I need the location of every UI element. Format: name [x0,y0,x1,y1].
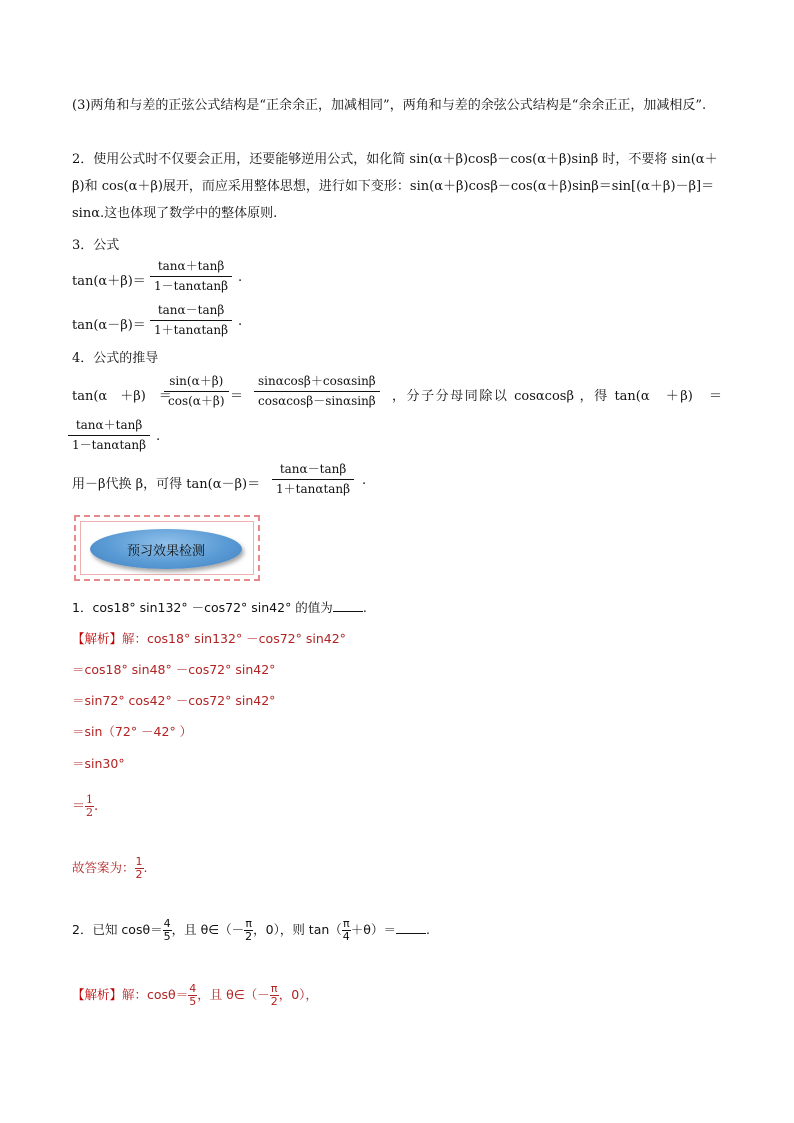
formula-period: . [238,314,243,329]
period: . [94,799,99,814]
fraction-numerator: tanα＋tanβ [75,418,143,432]
equals-sign: ＝ [72,799,86,814]
answer-1 [72,856,148,881]
solution-2-text: 解：cosθ＝ [122,987,189,1002]
banner-label: 预习效果检测 [126,543,205,559]
answer-fraction [135,856,144,881]
question-2-text: ＋θ）＝ [350,922,396,937]
solution-1-result [72,794,98,819]
formula-tan-sum-fraction [150,258,232,295]
fraction-denominator: 1＋tanαtanβ [276,482,351,496]
fraction-numerator: 4 [163,917,171,930]
pi-over-two-fraction [244,918,253,943]
fraction-denominator: 5 [163,930,171,943]
four-fifths-fraction [163,918,172,943]
question-2-period: . [425,922,430,937]
pi-over-two-fraction [270,983,279,1008]
solution-1-line-4: ＝sin（72° －42° ） [72,724,193,739]
formula-period: . [362,473,367,488]
fraction-denominator: 4 [342,930,350,943]
question-1 [72,598,367,616]
derivation-expanded-fraction [254,373,380,410]
heading-derivation: 4．公式的推导 [72,351,159,366]
question-2 [72,918,430,943]
equals-sign: ＝ [230,389,244,404]
fraction-numerator: 1 [86,793,94,806]
fraction-denominator: 5 [189,995,197,1008]
four-fifths-fraction [188,983,197,1008]
banner-self-test [90,529,242,569]
derivation-lhs: tan(α ＋β) ＝ [72,389,172,404]
paragraph-reverse-use: 2．使用公式时不仅要会正用，还要能够逆用公式，如化简 sin(α＋β)cosβ－cos(α＋β)sinβ 时，不要将 sin(α＋β)和 cos(α＋β)展开，而应采用整体思想，进行如下变形：sin(α＋β)cosβ－cos(α＋β)sinβ＝sin[(α＋β)－β]＝sinα.这也体现了数学中的整体原则. [72,152,718,221]
solution-2-text: ，0）， [278,987,318,1002]
derivation-result-fraction [68,417,150,454]
fraction-denominator: cos(α＋β) [168,394,225,408]
formula-period: . [156,429,161,444]
fraction-numerator: π [270,982,278,995]
fraction-numerator: sin(α＋β) [169,374,224,388]
fraction-denominator: 1－tanαtanβ [72,438,147,452]
fraction-numerator: π [245,917,252,930]
fraction-denominator: 1－tanαtanβ [154,279,229,293]
fraction-denominator: 2 [135,868,143,881]
derivation-sin-cos-fraction [164,373,229,410]
fraction-denominator: 2 [245,930,253,943]
answer-blank [396,921,426,934]
paragraph-sum-diff-structure: (3)两角和与差的正弦公式结构是“正余余正，加减相同”，两角和与差的余弦公式结构是“余余正正，加减相反”. [72,98,707,113]
answer-label: 故答案为： [72,860,135,875]
fraction-denominator: cosαcosβ－sinαsinβ [258,394,376,408]
formula-tan-sum-lhs: tan(α＋β)＝ [72,274,146,289]
formula-tan-diff-fraction [150,302,232,339]
fraction-numerator: tanα－tanβ [279,462,347,476]
formula-period: . [238,270,243,285]
fraction-denominator: 1＋tanαtanβ [154,323,229,337]
analysis-tag: 【解析】 [72,631,123,646]
period: . [143,860,148,875]
formula-tan-diff-lhs: tan(α－β)＝ [72,318,146,333]
fraction-numerator: tanα＋tanβ [157,259,225,273]
substitution-text: 用－β代换 β，可得 tan(α－β)＝ [72,477,261,492]
question-2-text: ，0），则 tan（ [253,922,342,937]
solution-1-line-1 [72,629,346,647]
solution-2-text: ，且 θ∈（－ [197,987,270,1002]
substitution-fraction [272,461,354,498]
solution-2 [72,983,318,1008]
solution-1-step: 解：cos18° sin132° －cos72° sin42° [122,631,346,646]
solution-1-line-2: ＝cos18° sin48° －cos72° sin42° [72,662,276,677]
question-1-period: . [362,600,367,615]
solution-1-line-5: ＝sin30° [72,756,125,771]
question-1-text: 1．cos18° sin132° －cos72° sin42° 的值为 [72,600,333,615]
fraction-numerator: π [342,917,350,930]
fraction-numerator: tanα－tanβ [157,303,225,317]
derivation-text: ，分子分母同除以 cosαcosβ ，得 tan(α ＋β) ＝ [392,389,722,404]
solution-1-line-3: ＝sin72° cos42° －cos72° sin42° [72,693,276,708]
one-half-fraction [85,794,94,819]
question-2-text: ，且 θ∈（－ [171,922,245,937]
pi-over-four-fraction [342,918,351,943]
fraction-denominator: 2 [270,995,278,1008]
question-2-text: 2．已知 cosθ＝ [72,922,163,937]
fraction-numerator: 4 [189,982,197,995]
fraction-denominator: 2 [86,806,94,819]
fraction-numerator: 1 [135,855,143,868]
answer-blank [333,599,363,612]
fraction-numerator: sinαcosβ＋cosαsinβ [258,374,376,388]
analysis-tag: 【解析】 [72,987,123,1002]
heading-formula: 3．公式 [72,238,120,253]
